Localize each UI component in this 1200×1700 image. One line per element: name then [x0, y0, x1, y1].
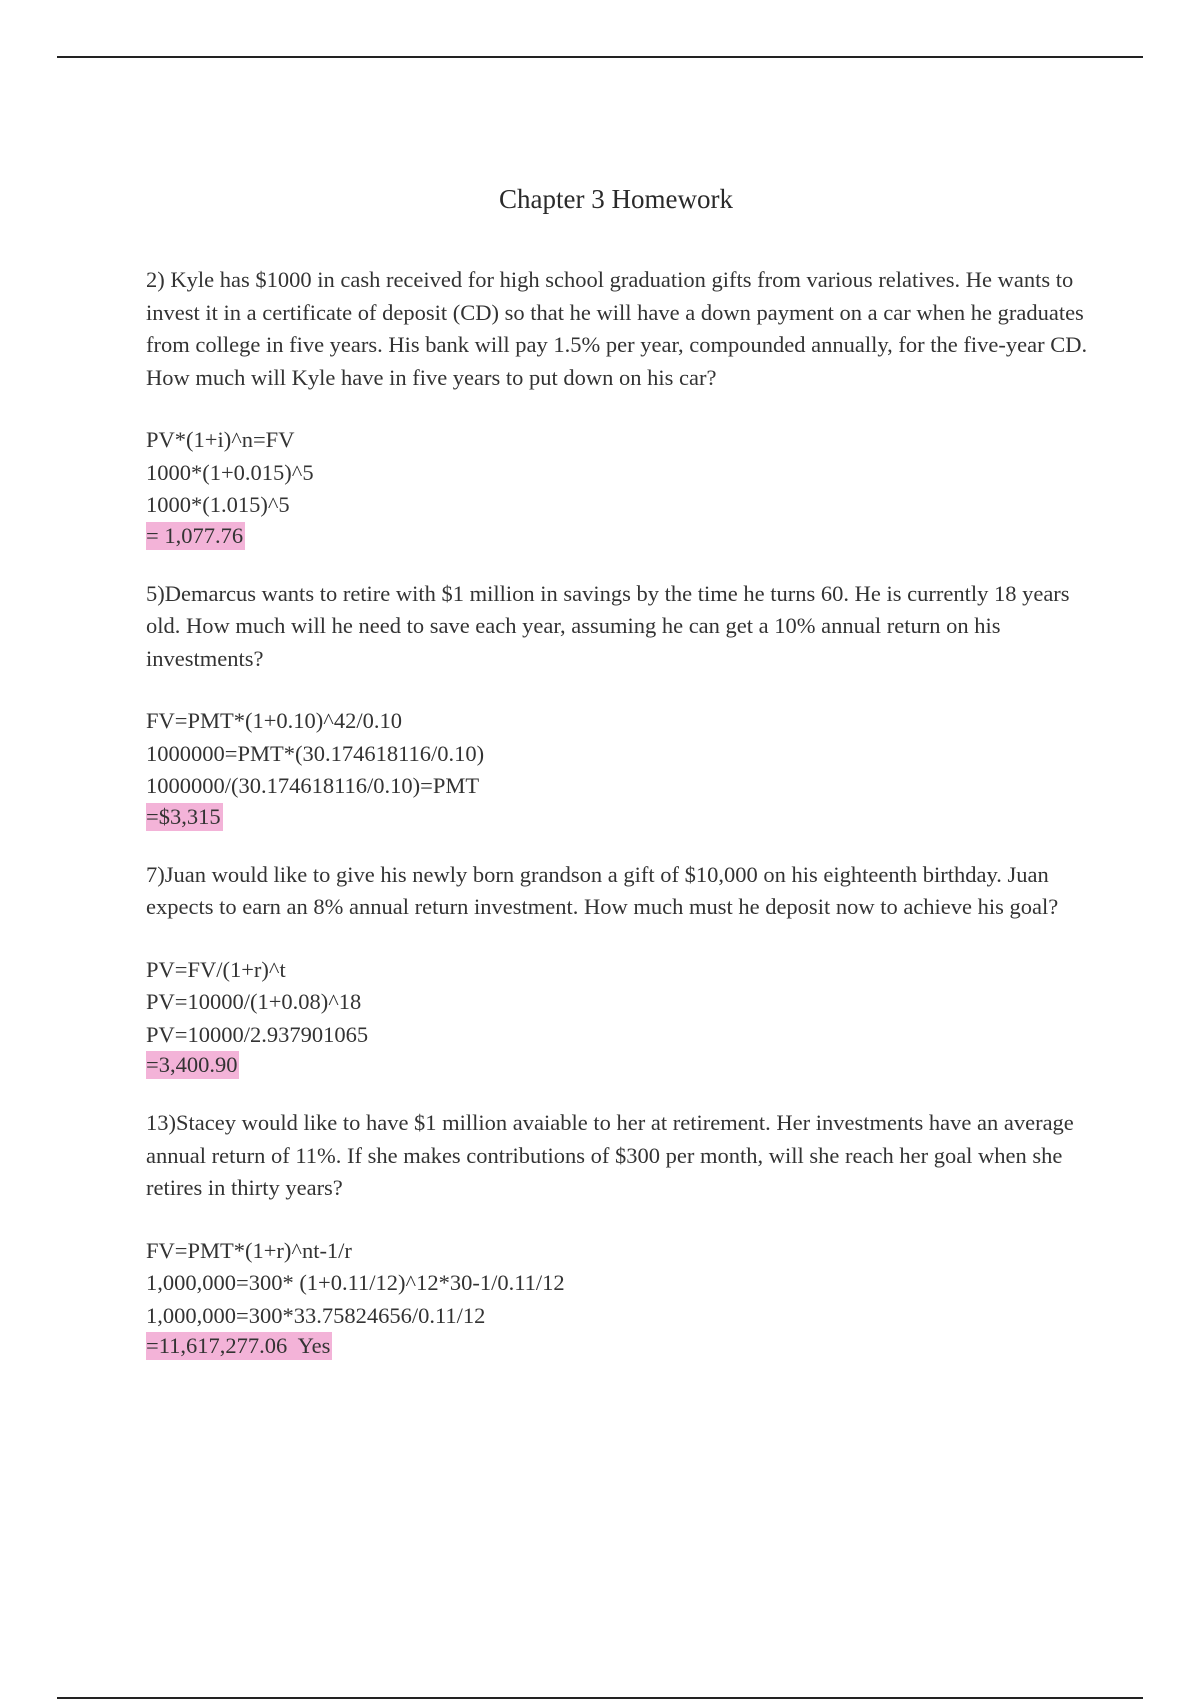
problem-2 [146, 264, 1096, 550]
work-line: 1,000,000=300* (1+0.11/12)^12*30-1/0.11/12 [146, 1270, 565, 1295]
question-text: 13)Stacey would like to have $1 million avaiable to her at retirement. Her investments have an average annual return of 11%. If she makes contributions of $300 per month, will she reach her goal when she retires in thirty years? [146, 1110, 1074, 1200]
question-text: 5)Demarcus wants to retire with $1 million in savings by the time he turns 60. He is currently 18 years old. How much will he need to save each year, assuming he can get a 10% annual return on his investments? [146, 580, 1070, 671]
work-line: PV=FV/(1+r)^t [146, 956, 286, 982]
work-block [146, 1235, 1096, 1361]
work-line: FV=PMT*(1+0.10)^42/0.10 [146, 708, 402, 733]
work-line: PV=10000/2.937901065 [146, 1021, 369, 1047]
highlighted-answer: =11,617,277.06 Yes [146, 1333, 331, 1358]
question-text: 2) Kyle has $1000 in cash received for high school graduation gifts from various relatives. He wants to invest it in a certificate of deposit (CD) so that he will have a down payment on a car when he graduates from college in five years. His bank will pay 1.5% per year, compounded annually, for the five-year CD. How much will Kyle have in five years to put down on his car? [146, 267, 1088, 390]
work-block [146, 954, 1096, 1080]
work-line: 1000000=PMT*(30.174618116/0.10) [146, 740, 485, 766]
homework-body [146, 264, 1096, 1388]
top-rule [57, 56, 1143, 58]
work-block [146, 424, 1096, 550]
bottom-rule [57, 1697, 1143, 1699]
page-title: Chapter 3 Homework [499, 184, 733, 214]
work-line: PV*(1+i)^n=FV [146, 427, 295, 452]
highlighted-answer: =$3,315 [146, 803, 221, 829]
work-line: 1000*(1+0.015)^5 [146, 459, 314, 485]
problem-5 [146, 578, 1096, 831]
highlighted-answer: = 1,077.76 [146, 522, 244, 548]
question-text: 7)Juan would like to give his newly born grandson a gift of $10,000 on his eighteenth birthday. Juan expects to earn an 8% annual return investment. How much must he deposit now to achieve his goal? [146, 861, 1059, 919]
problem-13 [146, 1107, 1096, 1360]
work-line: FV=PMT*(1+r)^nt-1/r [146, 1237, 352, 1263]
work-line: 1,000,000=300*33.75824656/0.11/12 [146, 1302, 486, 1328]
work-block [146, 705, 1096, 831]
work-line: 1000000/(30.174618116/0.10)=PMT [146, 773, 480, 798]
problem-7 [146, 859, 1096, 1080]
highlighted-answer: =3,400.90 [146, 1052, 238, 1077]
work-line: 1000*(1.015)^5 [146, 492, 290, 517]
work-line: PV=10000/(1+0.08)^18 [146, 989, 362, 1014]
